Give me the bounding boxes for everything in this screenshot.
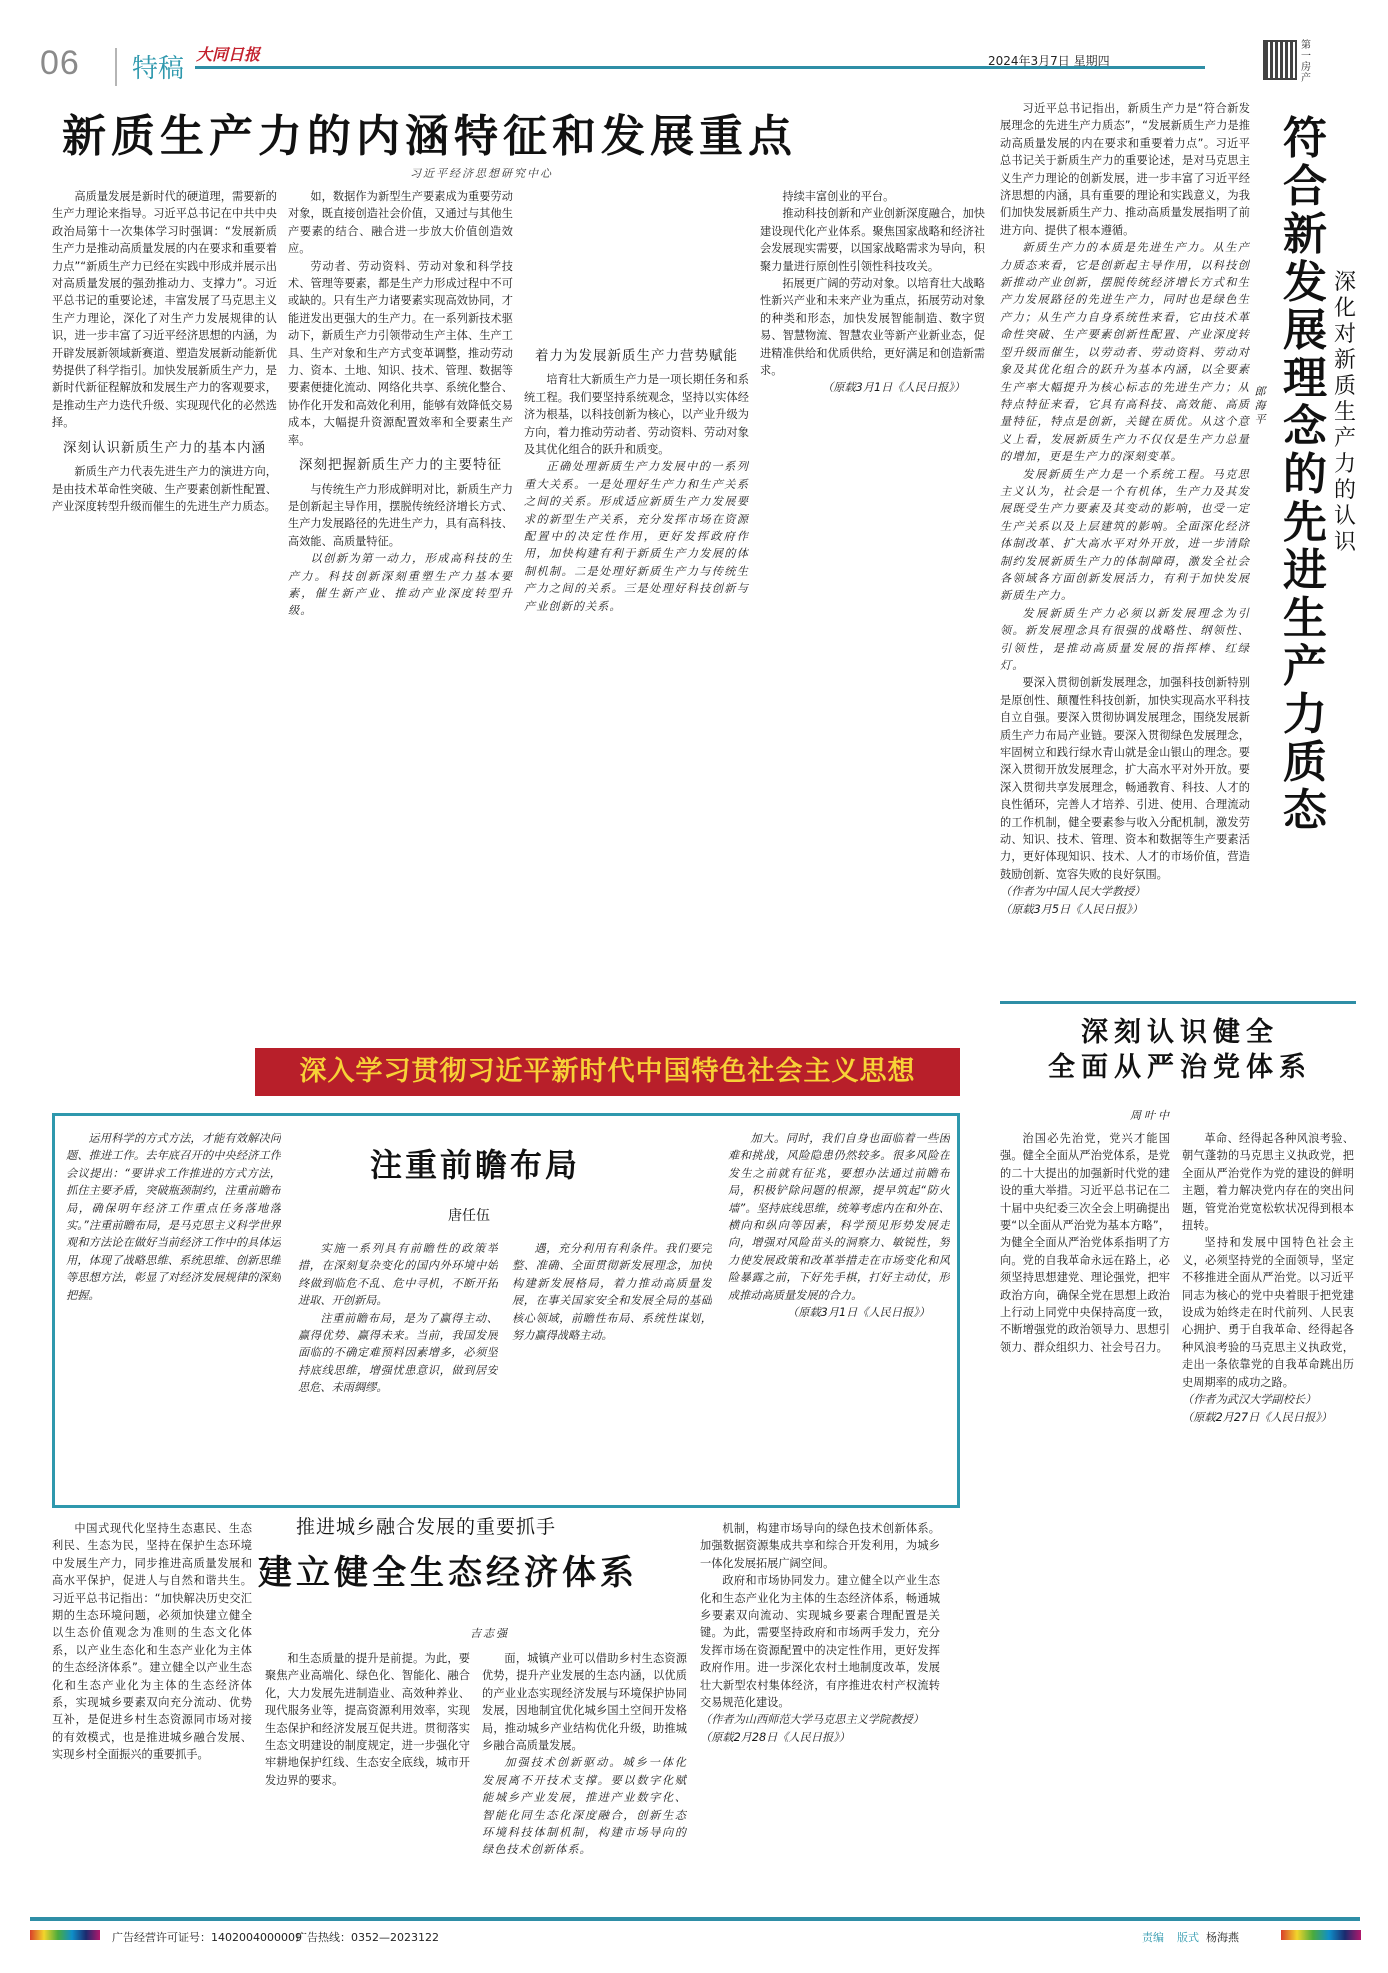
theme-banner: 深入学习贯彻习近平新时代中国特色社会主义思想 (255, 1048, 960, 1096)
layout-label: 版式 (1177, 1931, 1199, 1944)
ad-license: 广告经营许可证号：1402004000009 (112, 1931, 302, 1944)
article-1-subheading-2: 深刻把握新质生产力的主要特征 (299, 457, 502, 474)
article-4-title-line-2: 全面从严治党体系 (1048, 1052, 1312, 1083)
qr-label: 第一房产 (1301, 40, 1311, 84)
article-1-column-1 (52, 188, 277, 1038)
article-2-title: 符合新发展理念的先进生产力质态 (1283, 113, 1327, 836)
paragraph: 培育壮大新质生产力是一项长期任务和系统工程。我们要坚持系统观念，坚持以实体经济为根基，以科技创新为核心，以产业升级为方向，着力推动劳动者、劳动资料、劳动对象及其优化组合的跃升和质变。 (524, 373, 749, 457)
article-3-column-3 (512, 1240, 712, 1495)
article-2-author-note: （作者为中国人民大学教授） (1000, 885, 1146, 899)
article-2-subtitle: 深化对新质生产力的认识 (1333, 270, 1356, 555)
paragraph: 坚持和发展中国特色社会主义，必须坚持党的全面领导，坚定不移推进全面从严治党。以习近平同志为核心的党中央着眼于把党建设成为始终走在时代前列、人民衷心拥护、勇于自我革命、经得起各种风浪考验的马克思主义执政党，走出一条依靠党的自我革命跳出历史周期率的成功之路。 (1182, 1236, 1354, 1389)
paragraph: 劳动者、劳动资料、劳动对象和科学技术、管理等要素，都是生产力形成过程中不可或缺的。只有生产力诸要素实现高效协同，才能迸发出更强大的生产力。在一系列新技术驱动下，新质生产力引领带动生产主体、生产工具、生产对象和生产方式变革调整，推动劳动力、资本、土地、知识、技术、管理、数据等要素便捷化流动、网络化共享、系统化整合、协作化开发和高效化利用，能够有效降低交易成本，大幅提升资源配置效率和全要素生产率。 (288, 259, 513, 447)
article-5-kicker: 推进城乡融合发展的重要抓手 (296, 1516, 557, 1538)
article-5-column-1 (52, 1520, 252, 1905)
paragraph: 新质生产力代表先进生产力的演进方向，是由技术革命性突破、生产要素创新性配置、产业深度转型升级而催生的先进生产力质态。 (52, 465, 277, 513)
paragraph: 推动科技创新和产业创新深度融合，加快建设现代化产业体系。聚焦国家战略和经济社会发展现实需要，以国家战略需求为导向，积聚力量进行原创性引领性科技攻关。 (760, 207, 985, 273)
paragraph: 运用科学的方式方法，才能有效解决问题、推进工作。去年底召开的中央经济工作会议提出：“要讲求工作推进的方式方法，抓住主要矛盾，突破瓶颈制约，注重前瞻布局，确保明年经济工作重点任务落地落实。”注重前瞻布局，是马克思主义科学世界观和方法论在做好当前经济工作中的具体运用，体现了战略思维、系统思维、创新思维等思想方法，彰显了对经济发展规律的深刻把握。 (66, 1132, 281, 1302)
article-1-column-2 (288, 188, 513, 1038)
article-5-column-4 (700, 1520, 940, 1905)
paragraph: 政府和市场协同发力。建立健全以产业生态化和生态产业化为主体的生态经济体系，畅通城乡要素双向流动、实现城乡要素合理配置是关键。为此，需要坚持政府和市场两手发力，充分发挥市场在资源配置中的决定性作用，更好发挥政府作用。进一步深化农村土地制度改革，发展壮大新型农村集体经济，有序推进农村产权流转交易规范化建设。 (700, 1574, 940, 1710)
paragraph: 拓展更广阔的劳动对象。以培育壮大战略性新兴产业和未来产业为重点，拓展劳动对象的种类和形态，加快发展智能制造、数字贸易、智慧物流、智慧农业等新产业新业态，促进精准供给和优质供给，更好满足和创造新需求。 (760, 277, 985, 378)
article-4-column-1 (1000, 1130, 1170, 1905)
article-5-source: （原载2月28日《人民日报》） (700, 1730, 851, 1744)
article-3-title: 注重前瞻布局 (370, 1146, 581, 1184)
paragraph: 加强技术创新驱动。城乡一体化发展离不开技术支撑。要以数字化赋能城乡产业发展，推进产业数字化、智能化同生态化深度融合，创新生态环境科技体制机制，构建市场导向的绿色技术创新体系。 (482, 1756, 687, 1857)
article-4-title (1010, 1015, 1350, 1085)
color-bar-left (30, 1930, 100, 1940)
article-5-column-3 (482, 1650, 687, 1905)
editor-name: 杨海燕 (1206, 1931, 1239, 1944)
section-name: 特稿 (132, 54, 185, 84)
color-bar-right (1281, 1930, 1361, 1940)
paragraph: 加大。同时，我们自身也面临着一些困难和挑战，风险隐患仍然较多。很多风险在发生之前就有征兆，要想办法通过前瞻布局，积极铲除问题的根源，提早筑起“防火墙”。坚持底线思维，统筹考虑内在和外在、横向和纵向等因素，科学预见形势发展走向，增强对风险苗头的洞察力、敏锐性，努力使发展政策和改革举措走在市场变化和风险暴露之前，下好先手棋，打好主动仗，形成推动高质量发展的合力。 (728, 1132, 950, 1302)
paragraph: 正确处理新质生产力发展中的一系列重大关系。一是处理好生产力和生产关系之间的关系。形成适应新质生产力发展要求的新型生产关系，充分发挥市场在资源配置中的决定性作用，更好发挥政府作用，加快构建有利于新质生产力发展的体制机制。二是处理好新质生产力与传统生产力之间的关系。三是处理好科技创新与产业创新的关系。 (524, 460, 749, 613)
article-1-source: （原载3月1日《人民日报》） (822, 381, 965, 395)
paragraph: 注重前瞻布局，是为了赢得主动、赢得优势、赢得未来。当前，我国发展面临的不确定难预料因素增多，必须坚持底线思维，增强忧患意识，做到居安思危、未雨绸缪。 (298, 1311, 498, 1395)
paragraph: 要深入贯彻创新发展理念，加强科技创新特别是原创性、颠覆性科技创新，加快实现高水平科技自立自强。要深入贯彻协调发展理念，围绕发展新质生产力布局产业链。要深入贯彻绿色发展理念，牢固树立和践行绿水青山就是金山银山的理念。要深入贯彻开放发展理念，扩大高水平对外开放。要深入贯彻共享发展理念，畅通教育、科技、人才的良性循环，完善人才培养、引进、使用、合理流动的工作机制，健全要素参与收入分配机制，激发劳动、知识、技术、管理、资本和数据等生产要素活力，更好体现知识、技术、人才的市场价值，营造鼓励创新、宽容失败的良好氛围。 (1000, 676, 1250, 881)
paragraph: 发展新质生产力是一个系统工程。马克思主义认为，社会是一个有机体，生产力及其发展既受生产力要素及其变动的影响，也受一定生产关系以及上层建筑的影响。全面深化经济体制改革、扩大高水平对外开放，进一步清除制约发展新质生产力的体制障碍，激发全社会各领域各方面创新发展活力，有利于加快发展新质生产力。 (1000, 467, 1250, 603)
ad-hotline: 广告热线：0352—2023122 (296, 1931, 439, 1944)
paragraph: 和生态质量的提升是前提。为此，要聚焦产业高端化、绿色化、智能化、融合化，大力发展先进制造业、高效种养业、现代服务业等，提高资源利用效率，实现生态保护和经济发展互促共进。贯彻落实生态文明建设的制度规定，进一步强化守牢耕地保护红线、生态安全底线，城市开发边界的要求。 (265, 1652, 470, 1787)
paragraph: 治国必先治党，党兴才能国强。健全全面从严治党体系，是党的二十大提出的加强新时代党的建设的重大举措。习近平总书记在二十届中央纪委三次全会上明确提出要“以全面从严治党为基本方略”，为健全全面从严治党体系指明了方向。党的自我革命永远在路上，必须坚持思想建党、理论强党，把牢政治方向，确保全党在思想上政治上行动上同党中央保持高度一致，不断增强党的政治领导力、思想引领力、群众组织力、社会号召力。 (1000, 1132, 1170, 1354)
paper-logo: 大同日报 (196, 45, 261, 64)
footer-rule (30, 1917, 1360, 1921)
article-5-title: 建立健全生态经济体系 (258, 1553, 638, 1593)
paragraph: 实施一系列具有前瞻性的政策举措，在深刻复杂变化的国内外环境中始终做到临危不乱、危中寻机，不断开拓进取、开创新局。 (298, 1242, 498, 1308)
paragraph: 高质量发展是新时代的硬道理，需要新的生产力理论来指导。习近平总书记在中共中央政治局第十一次集体学习时强调：“发展新质生产力是推动高质量发展的内在要求和重要着力点”“新质生产力已经在实践中形成并展示出对高质量发展的强劲推动力、支撑力”。习近平总书记的重要论述，丰富发展了马克思主义生产力理论，深化了对生产力发展规律的认识，进一步丰富了习近平经济思想的内涵，为开辟发展新领域新赛道、塑造发展新动能新优势提供了科学指引。加快发展新质生产力，是新时代新征程解放和发展生产力的客观要求，是推动生产力迭代升级、实现现代化的必然选择。 (52, 190, 277, 430)
article-4-title-line-1: 深刻认识健全 (1081, 1017, 1279, 1048)
article-1-title: 新质生产力的内涵特征和发展重点 (62, 111, 797, 162)
page-number: 06 (40, 44, 80, 82)
paragraph: 习近平总书记指出，新质生产力是“符合新发展理念的先进生产力质态”，“发展新质生产力是推动高质量发展的内在要求和重要着力点”。习近平总书记关于新质生产力的重要论述，是对马克思主义生产力理论的创新发展，进一步丰富了习近平经济思想的内涵，具有重要的理论和实践意义，为我们加快发展新质生产力、推动高质量发展指明了前进方向、提供了根本遵循。 (1000, 102, 1250, 237)
paragraph: 面，城镇产业可以借助乡村生态资源优势，提升产业发展的生态内涵，以优质的产业业态实现经济发展与环境保护协同发展，因地制宜优化城乡国土空间开发格局，推动城乡产业结构优化升级，助推城乡融合高质量发展。 (482, 1652, 687, 1753)
issue-date: 2024年3月7日 星期四 (988, 54, 1110, 68)
article-1-subheading-3: 着力为发展新质生产力营势赋能 (535, 348, 738, 364)
qr-code-icon[interactable] (1263, 40, 1297, 80)
paragraph: 如，数据作为新型生产要素成为重要劳动对象，既直接创造社会价值，又通过与其他生产要素的结合、融合进一步放大价值创造效应。 (288, 190, 513, 256)
article-1-subheading-1: 深刻认识新质生产力的基本内涵 (63, 439, 266, 456)
article-3-column-1 (66, 1130, 281, 1495)
paragraph: 新质生产力的本质是先进生产力。从生产力质态来看，它是创新起主导作用，以科技创新推动产业创新，摆脱传统经济增长方式和生产力发展路径的先进生产力，同时也是绿色生产力；从生产力自身系统性来看，它由技术革命性突破、生产要素创新性配置、产业深度转型升级而催生，以劳动者、劳动资料、劳动对象及其优化组合的跃升为基本内涵，以全要素生产率大幅提升为核心标志的先进生产力；从特点特征来看，它具有高科技、高效能、高质量特征，特点是创新，关键在质优。从这个意义上看，发展新质生产力不仅仅是生产力总量的增加，更是生产力的深刻变革。 (1000, 241, 1250, 464)
article-4-author: 周叶中 (1130, 1109, 1172, 1122)
paragraph: 以创新为第一动力，形成高科技的生产力。科技创新深刻重塑生产力基本要素，催生新产业、推动产业深度转型升级。 (288, 552, 513, 618)
paragraph: 中国式现代化坚持生态惠民、生态利民、生态为民，坚持在保护生态环境中发展生产力，同步推进高质量发展和高水平保护，促进人与自然和谐共生。习近平总书记指出：“加快解决历史交汇期的生态环境问题，必须加快建立健全以生态价值观念为准则的生态文化体系，以产业生态化和生态产业化为主体的生态经济体系”。建立健全以产业生态化和生态产业化为主体的生态经济体系，实现城乡要素双向充分流动、优势互补，是促进乡村生态资源同市场对接的有效模式，也是推进城乡融合发展、实现乡村全面振兴的重要抓手。 (52, 1522, 252, 1762)
article-5-author-note: （作者为山西师范大学马克思主义学院教授） (700, 1713, 924, 1727)
paragraph: 遇，充分利用有利条件。我们要完整、准确、全面贯彻新发展理念，加快构建新发展格局，着力推动高质量发展，在事关国家安全和发展全局的基础核心领域，前瞻性布局、系统性谋划，努力赢得战略主动。 (512, 1242, 712, 1343)
article-4-column-2 (1182, 1130, 1354, 1905)
paragraph: 持续丰富创业的平台。 (782, 190, 895, 203)
paragraph: 机制，构建市场导向的绿色技术创新体系。加强数据资源集成共享和综合开发利用，为城乡一体化发展拓展广阔空间。 (700, 1522, 940, 1570)
masthead (40, 40, 1350, 90)
editor-label: 责编 (1142, 1931, 1164, 1944)
paragraph: 与传统生产力形成鲜明对比，新质生产力是创新起主导作用，摆脱传统经济增长方式、生产力发展路径的先进生产力，具有高科技、高效能、高质量特征。 (288, 482, 513, 548)
paragraph: 发展新质生产力必须以新发展理念为引领。新发展理念具有很强的战略性、纲领性、引领性，是推动高质量发展的指挥棒、红绿灯。 (1000, 606, 1250, 672)
article-1-byline: 习近平经济思想研究中心 (410, 167, 553, 180)
article-3-source: （原载3月1日《人民日报》） (787, 1306, 930, 1320)
article-1-column-3 (524, 188, 749, 1038)
article-2-source: （原载3月5日《人民日报》） (1000, 902, 1143, 916)
article-3-author: 唐任伍 (448, 1208, 490, 1224)
article-5-author: 吉志强 (470, 1627, 509, 1640)
article-1-column-4 (760, 188, 985, 1038)
article-4-source: （原载2月27日《人民日报》） (1182, 1410, 1333, 1424)
article-2-body (1000, 100, 1250, 970)
article-4-author-note: （作者为武汉大学副校长） (1182, 1393, 1317, 1407)
article-4-rule (1000, 1001, 1356, 1004)
masthead-divider (115, 48, 117, 86)
article-3-column-2 (298, 1240, 498, 1495)
article-5-column-2 (265, 1650, 470, 1905)
paragraph: 革命、经得起各种风浪考验、朝气蓬勃的马克思主义执政党，把全面从严治党作为党的建设的鲜明主题，着力解决党内存在的突出问题，管党治党宽松软状况得到根本扭转。 (1182, 1132, 1354, 1233)
article-3-column-4 (728, 1130, 950, 1495)
article-2-author: 郎海平 (1254, 385, 1266, 426)
